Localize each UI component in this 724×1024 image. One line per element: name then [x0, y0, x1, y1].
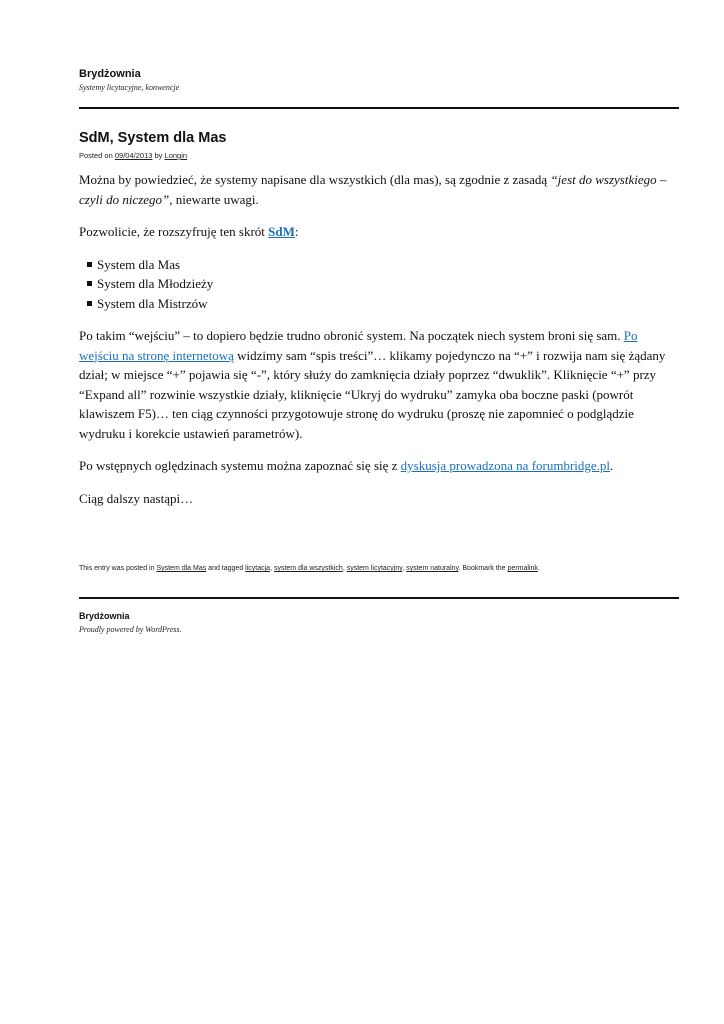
- list-item-label: System dla Młodzieży: [97, 276, 214, 291]
- acronym-list: [79, 255, 679, 314]
- tag-separator: ,: [402, 565, 407, 572]
- tag-link-system-licytacyjny[interactable]: system licytacyjny: [346, 565, 403, 572]
- p3-text-b: widzimy sam “spis treści”… klikamy pojedynczo na “+” i rozwija nam się żądany dział; w miejsce “+” pojawia się “-”, który służy do zamknięcia działy poprzez “dwuklik”. Kliknięcie “+” przy “Expand all” rozwinie wszystkie działy, kliknięcie “Ukryj do wydruku” zamyka oba boczne paski (powrót klawiszem F5)… ten ciąg czynności przygotowuje stronę do wydruku (proszę nie zapomnieć o podglądzie wydruku i korekcie ustawień parametrów).: [79, 347, 666, 441]
- bullet-icon: [87, 301, 92, 306]
- powered-by[interactable]: Proudly powered by WordPress.: [79, 625, 182, 634]
- post-content: [79, 170, 679, 521]
- tag-separator: ,: [342, 565, 347, 572]
- permalink-link[interactable]: permalink: [507, 565, 538, 572]
- footer-site-title[interactable]: Brydżownia: [79, 611, 130, 621]
- entry-meta: [79, 565, 540, 572]
- p1-text-a: Można by powiedzieć, że systemy napisane dla wszystkich (dla mas), są zgodnie z zasadą: [79, 172, 551, 187]
- author-link[interactable]: Longin: [164, 151, 188, 160]
- footer-divider: [79, 597, 679, 599]
- list-item: [87, 294, 679, 314]
- p1-text-b: , niewarte uwagi.: [169, 191, 259, 207]
- list-item-label: System dla Mas: [97, 256, 181, 272]
- post-meta: [79, 151, 187, 160]
- by-label: by: [154, 151, 163, 160]
- tag-link-licytacja[interactable]: licytacja: [245, 565, 271, 572]
- tag-link-system-dla-wszystkich[interactable]: system dla wszystkich: [273, 565, 343, 572]
- p1-quote: “jest do wszystkiego – czyli do niczego”: [79, 172, 667, 207]
- list-item: [87, 255, 679, 275]
- entry-meta-text: and tagged: [206, 565, 246, 572]
- entry-meta-text: .: [537, 565, 540, 572]
- p3-text-a: Po takim “wejściu” – to dopiero będzie trudno obronić system. Na początek niech system broni się sam.: [79, 328, 624, 343]
- list-item-label: System dla Mistrzów: [97, 295, 208, 311]
- p2-text-a: Pozwolicie, że rozszyfruję ten skrót: [79, 224, 269, 239]
- paragraph-2: [79, 222, 679, 242]
- entry-meta-text: . Bookmark the: [458, 565, 508, 572]
- tag-link-system-naturalny[interactable]: system naturalny: [406, 565, 459, 572]
- tag-separator: ,: [270, 565, 274, 572]
- paragraph-4: [79, 456, 679, 476]
- entry-meta-text: This entry was posted in: [79, 565, 157, 572]
- posted-on-label: Posted on: [79, 151, 113, 160]
- category-link[interactable]: System dla Mas: [156, 565, 207, 572]
- bullet-icon: [87, 262, 92, 267]
- paragraph-3: [79, 326, 679, 443]
- forum-discussion-link[interactable]: dyskusja prowadzona na forumbridge.pl: [400, 458, 611, 473]
- p2-text-b: :: [294, 224, 299, 239]
- p4-text-b: .: [610, 458, 614, 473]
- site-title[interactable]: Brydżownia: [79, 68, 141, 80]
- site-description: Systemy licytacyjne, konwencje: [79, 83, 180, 92]
- header-divider: [79, 107, 679, 109]
- paragraph-1: [79, 170, 679, 209]
- post-title[interactable]: SdM, System dla Mas: [79, 130, 227, 146]
- list-item: [87, 274, 679, 294]
- bullet-icon: [87, 281, 92, 286]
- paragraph-5: Ciąg dalszy nastąpi…: [79, 490, 194, 506]
- website-link[interactable]: Po wejściu na stronę internetową: [79, 328, 638, 363]
- sdm-link[interactable]: SdM: [268, 224, 295, 239]
- post-date-link[interactable]: 09/04/2013: [114, 151, 153, 160]
- p4-text-a: Po wstępnych oględzinach systemu można zapoznać się się z: [79, 458, 401, 473]
